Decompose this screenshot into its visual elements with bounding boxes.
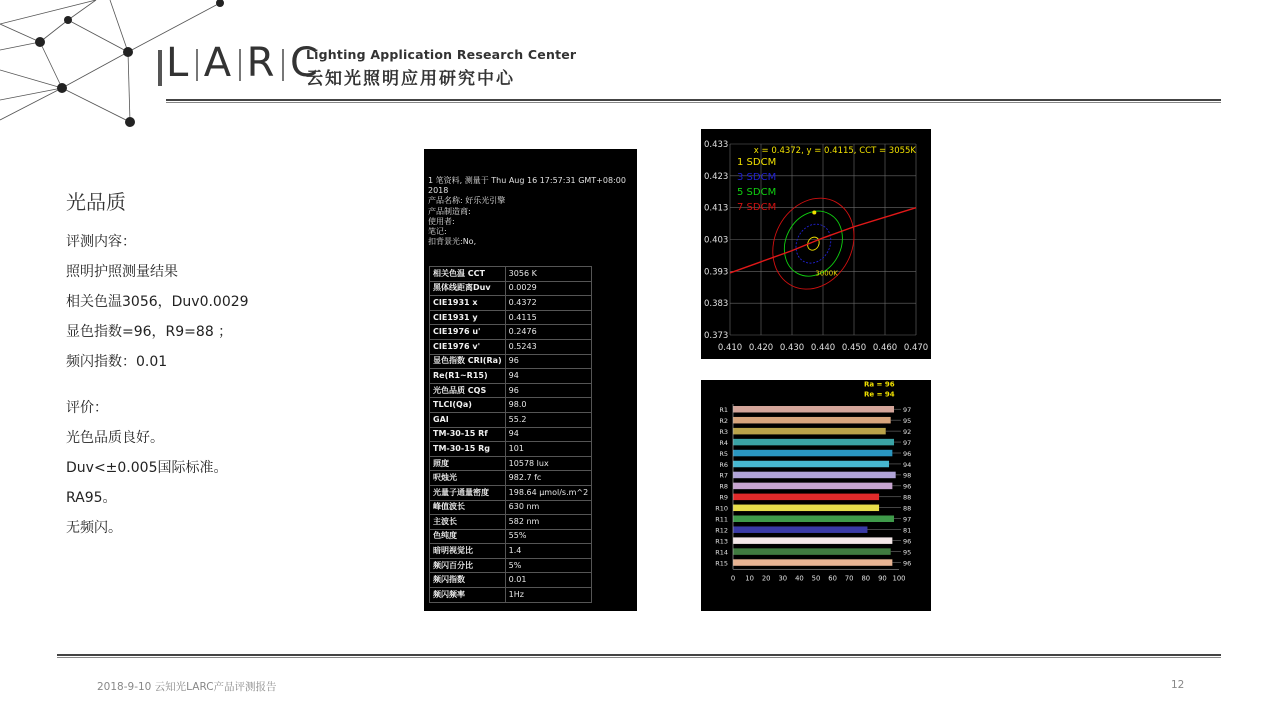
meta-line: 1 笔资料, 测量于 Thu Aug 16 17:57:31 GMT+08:00 2018	[428, 176, 626, 196]
category-label: R11	[715, 515, 728, 524]
metric-name: CIE1931 x	[430, 296, 506, 311]
text-line: 频闪指数：0.01	[66, 354, 168, 370]
x-tick-label: 0.410	[717, 343, 743, 353]
table-row	[430, 412, 592, 427]
bar	[733, 516, 894, 523]
bar	[733, 505, 879, 512]
text-line: 照明护照测量结果	[66, 264, 178, 280]
x-tick-label: 20	[761, 574, 771, 583]
category-label: R15	[715, 559, 728, 568]
value-label: 97	[903, 515, 912, 524]
metric-name: 主波长	[430, 515, 506, 530]
logo-letter: L	[166, 40, 191, 86]
x-tick-label: 0.440	[810, 343, 836, 353]
y-tick-label: 0.433	[704, 140, 729, 150]
metric-value: 101	[505, 442, 592, 457]
bar	[733, 450, 892, 457]
category-label: R14	[715, 548, 728, 557]
legend-entry: 5 SDCM	[737, 187, 777, 198]
light-quality-summary	[66, 186, 386, 543]
metric-value: 98.0	[505, 398, 592, 413]
x-tick-label: 90	[878, 574, 887, 583]
table-row	[430, 296, 592, 311]
category-label: R4	[719, 438, 728, 447]
chart-title: x = 0.4372, y = 0.4115, CCT = 3055K	[753, 146, 916, 156]
value-label: 96	[903, 537, 912, 546]
y-tick-label: 0.413	[704, 203, 729, 214]
cct-annotation: 3000K	[815, 269, 838, 278]
category-label: R7	[719, 471, 728, 480]
value-label: 88	[903, 493, 912, 502]
header-divider	[166, 99, 1221, 101]
metric-value: 0.4372	[505, 296, 592, 311]
table-row	[430, 456, 592, 471]
x-tick-label: 50	[811, 574, 821, 583]
header-divider	[166, 102, 1221, 103]
bar	[733, 461, 889, 468]
x-tick-label: 0	[730, 574, 736, 583]
logo-english-name: Lighting Application Research Center	[306, 47, 577, 62]
metric-name: 暗明视觉比	[430, 544, 506, 559]
table-row	[430, 529, 592, 544]
evaluation-line: 评价：	[66, 400, 108, 416]
metric-name: 频闪百分比	[430, 558, 506, 573]
metric-value: 0.0029	[505, 281, 592, 296]
metric-value: 0.01	[505, 573, 592, 588]
text-line: 评测内容：	[66, 234, 136, 250]
metric-value: 3056 K	[505, 267, 592, 282]
metric-name: TLCI(Qa)	[430, 398, 506, 413]
meta-line: 扣背景光:No,	[428, 237, 477, 247]
y-tick-label: 0.423	[704, 171, 729, 182]
metric-name: 色纯度	[430, 529, 506, 544]
metric-value: 1Hz	[505, 588, 592, 603]
category-label: R10	[715, 504, 728, 513]
metric-value: 0.5243	[505, 339, 592, 354]
category-label: R5	[719, 449, 728, 458]
table-row	[430, 515, 592, 530]
metric-name: CIE1976 v'	[430, 339, 506, 354]
value-label: 95	[903, 548, 912, 557]
metric-value: 96	[505, 383, 592, 398]
metric-name: 峰值波长	[430, 500, 506, 515]
metric-name: 光量子通量密度	[430, 485, 506, 500]
measurement-meta	[428, 176, 634, 247]
logo-letter: A	[203, 40, 234, 86]
metric-name: Re(R1~R15)	[430, 369, 506, 384]
x-tick-label: 0.470	[903, 343, 929, 353]
metric-name: 呎烛光	[430, 471, 506, 486]
text-line: 相关色温3056，Duv0.0029	[66, 294, 249, 310]
cie-chart-svg	[701, 129, 931, 359]
table-row	[430, 573, 592, 588]
table-row	[430, 339, 592, 354]
value-label: 96	[903, 559, 912, 568]
table-row	[430, 471, 592, 486]
cie-chromaticity-chart	[701, 129, 931, 359]
legend-entry: 1 SDCM	[737, 157, 777, 168]
measurement-table	[429, 266, 592, 603]
logo-letter: R	[246, 40, 277, 86]
table-row	[430, 558, 592, 573]
y-tick-label: 0.393	[704, 267, 729, 278]
table-row	[430, 442, 592, 457]
metric-name: CIE1931 y	[430, 310, 506, 325]
bar	[733, 494, 879, 501]
category-label: R8	[719, 482, 728, 491]
x-tick-label: 10	[745, 574, 754, 583]
legend-entry: 3 SDCM	[737, 172, 777, 183]
metric-value: 55.2	[505, 412, 592, 427]
metric-name: 照度	[430, 456, 506, 471]
logo-letter: C	[289, 40, 320, 86]
bar	[733, 559, 892, 566]
metric-value: 94	[505, 369, 592, 384]
x-tick-label: 60	[828, 574, 837, 583]
x-tick-label: 70	[844, 574, 854, 583]
x-tick-label: 0.430	[779, 343, 805, 353]
section-heading: 光品质	[66, 190, 126, 214]
table-row	[430, 310, 592, 325]
category-label: R3	[719, 427, 728, 436]
metric-value: 55%	[505, 529, 592, 544]
metric-name: 相关色温 CCT	[430, 267, 506, 282]
metric-value: 630 nm	[505, 500, 592, 515]
category-label: R12	[715, 526, 728, 535]
x-tick-label: 100	[892, 574, 906, 583]
y-tick-label: 0.403	[704, 235, 729, 246]
metric-name: CIE1976 u'	[430, 325, 506, 340]
metric-name: 显色指数 CRI(Ra)	[430, 354, 506, 369]
metric-value: 10578 lux	[505, 456, 592, 471]
metric-name: TM-30-15 Rf	[430, 427, 506, 442]
value-label: 96	[903, 482, 912, 491]
table-row	[430, 500, 592, 515]
text-line: 显色指数=96，R9=88 ；	[66, 324, 233, 340]
evaluation-line: 无频闪。	[66, 520, 122, 536]
footer-divider	[57, 657, 1221, 658]
metric-value: 198.64 μmol/s.m^2	[505, 485, 592, 500]
meta-line: 笔记:	[428, 227, 447, 237]
logo-chinese-name: 云知光照明应用研究中心	[306, 69, 515, 89]
x-tick-label: 30	[778, 574, 788, 583]
cri-bar-chart	[701, 380, 931, 611]
x-tick-label: 80	[861, 574, 871, 583]
meta-line: 产品名称: 好乐光引擎	[428, 196, 506, 206]
logo-bar	[158, 50, 162, 86]
metric-value: 96	[505, 354, 592, 369]
metric-name: 黑体线距离Duv	[430, 281, 506, 296]
table-row	[430, 427, 592, 442]
table-row	[430, 267, 592, 282]
evaluation-line: 光色品质良好。	[66, 430, 164, 446]
meta-line: 产品制造商:	[428, 206, 471, 216]
metric-name: GAI	[430, 412, 506, 427]
value-label: 92	[903, 427, 912, 436]
value-label: 95	[903, 416, 912, 425]
metric-value: 982.7 fc	[505, 471, 592, 486]
bar	[733, 537, 892, 544]
score-annotation: Ra = 96	[864, 380, 895, 389]
value-label: 81	[903, 526, 912, 535]
footer-divider	[57, 654, 1221, 656]
table-row	[430, 325, 592, 340]
bar	[733, 439, 894, 446]
measurement-point	[812, 210, 816, 214]
x-tick-label: 0.460	[872, 343, 898, 353]
footer-date-report: 2018-9-10 云知光LARC产品评测报告	[97, 681, 277, 693]
bar	[733, 406, 894, 413]
x-tick-label: 0.420	[748, 343, 774, 353]
cri-chart-svg	[701, 380, 931, 611]
category-label: R9	[719, 493, 728, 502]
x-tick-label: 40	[795, 574, 804, 583]
metric-value: 582 nm	[505, 515, 592, 530]
score-annotation: Re = 94	[864, 390, 895, 399]
value-label: 97	[903, 438, 912, 447]
metric-value: 1.4	[505, 544, 592, 559]
category-label: R13	[715, 537, 728, 546]
legend-entry: 7 SDCM	[737, 202, 777, 213]
value-label: 96	[903, 449, 912, 458]
bar	[733, 548, 891, 555]
table-row	[430, 485, 592, 500]
metric-name: TM-30-15 Rg	[430, 442, 506, 457]
category-label: R6	[719, 460, 728, 469]
metric-value: 0.2476	[505, 325, 592, 340]
value-label: 94	[903, 460, 912, 469]
sdcm-ellipse	[789, 218, 837, 269]
measurement-screenshot	[424, 149, 637, 611]
metric-value: 0.4115	[505, 310, 592, 325]
y-tick-label: 0.383	[704, 299, 729, 310]
value-label: 98	[903, 471, 912, 480]
y-tick-label: 0.373	[704, 331, 729, 341]
evaluation-line: Duv<±0.005国际标准。	[66, 460, 228, 476]
value-label: 88	[903, 504, 912, 513]
bar	[733, 428, 886, 435]
bar	[733, 483, 892, 490]
metric-name: 频闪指数	[430, 573, 506, 588]
meta-line: 使用者:	[428, 216, 455, 226]
table-row	[430, 369, 592, 384]
table-row	[430, 354, 592, 369]
metric-name: 光色品质 CQS	[430, 383, 506, 398]
page-number: 12	[1171, 679, 1185, 691]
bar	[733, 526, 867, 533]
x-tick-label: 0.450	[841, 343, 867, 353]
table-row	[430, 544, 592, 559]
category-label: R2	[719, 416, 728, 425]
metric-name: 频闪频率	[430, 588, 506, 603]
value-label: 97	[903, 406, 912, 414]
metric-value: 94	[505, 427, 592, 442]
table-row	[430, 383, 592, 398]
evaluation-line: RA95。	[66, 490, 117, 506]
table-row	[430, 398, 592, 413]
logo-letters	[166, 40, 320, 86]
table-row	[430, 281, 592, 296]
metric-value: 5%	[505, 558, 592, 573]
table-row	[430, 588, 592, 603]
bar	[733, 417, 891, 424]
category-label: R1	[719, 406, 728, 414]
bar	[733, 472, 896, 479]
